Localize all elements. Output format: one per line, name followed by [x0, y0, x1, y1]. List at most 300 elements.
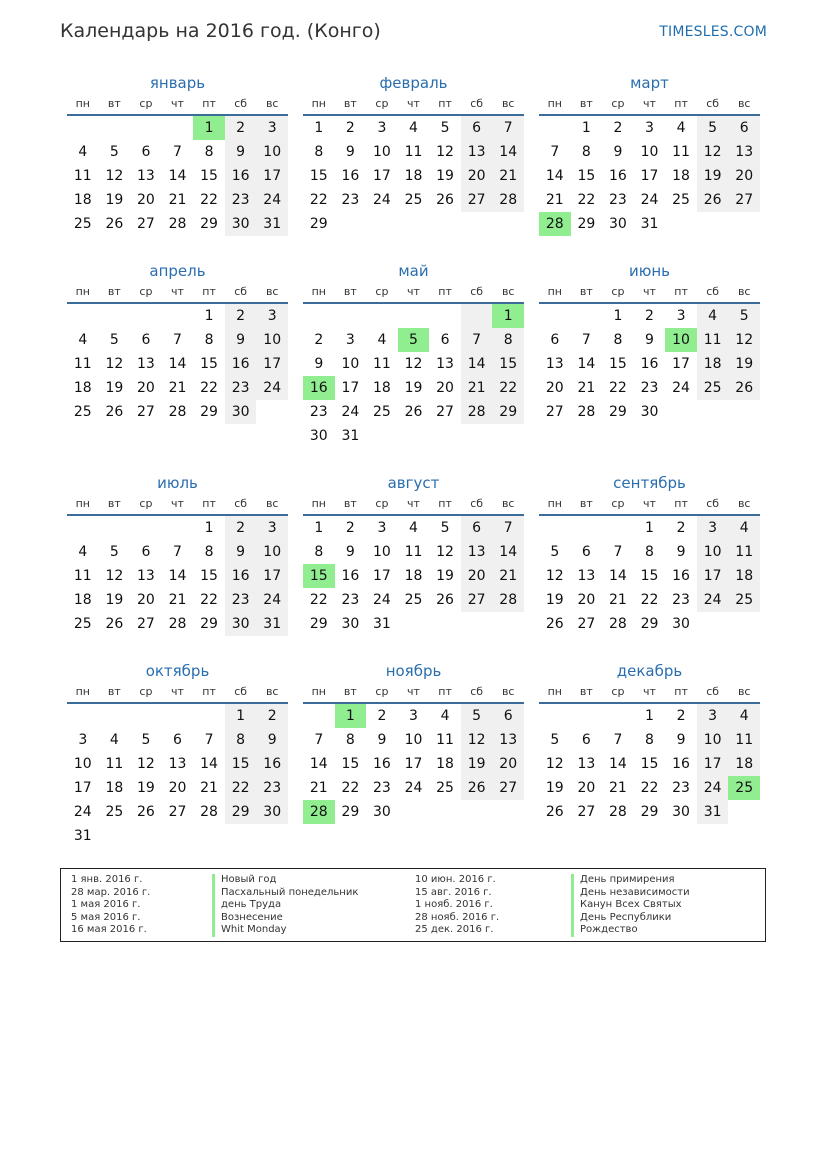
- day-cell[interactable]: 19: [436, 568, 454, 584]
- day-cell[interactable]: 10: [341, 356, 360, 372]
- day-cell[interactable]: 22: [200, 592, 218, 608]
- day-cell[interactable]: 16: [373, 756, 391, 772]
- day-cell[interactable]: 2: [225, 116, 257, 140]
- day-cell[interactable]: 15: [200, 356, 218, 372]
- day-cell[interactable]: 20: [728, 164, 760, 188]
- holiday-day[interactable]: 10: [665, 328, 697, 352]
- day-cell[interactable]: 20: [577, 592, 596, 608]
- day-cell[interactable]: 12: [436, 544, 454, 560]
- holiday-day[interactable]: 5: [398, 328, 430, 352]
- day-cell[interactable]: 26: [461, 776, 493, 800]
- day-cell[interactable]: 5: [141, 732, 151, 748]
- day-cell[interactable]: 13: [137, 356, 155, 372]
- day-cell[interactable]: 31: [697, 800, 729, 824]
- day-cell[interactable]: 20: [436, 380, 454, 396]
- day-cell[interactable]: 10: [404, 732, 423, 748]
- day-cell[interactable]: 8: [225, 728, 257, 752]
- day-cell[interactable]: 29: [609, 404, 627, 420]
- day-cell[interactable]: 28: [609, 616, 627, 632]
- day-cell[interactable]: 6: [728, 116, 760, 140]
- day-cell[interactable]: 14: [309, 756, 328, 772]
- day-cell[interactable]: 15: [609, 356, 627, 372]
- day-cell[interactable]: 6: [461, 516, 493, 540]
- day-cell[interactable]: 28: [609, 804, 627, 820]
- day-cell[interactable]: 30: [341, 616, 360, 632]
- day-cell[interactable]: 8: [204, 332, 214, 348]
- day-cell[interactable]: 19: [728, 352, 760, 376]
- holiday-day[interactable]: 15: [303, 564, 335, 588]
- day-cell[interactable]: 6: [461, 116, 493, 140]
- day-cell[interactable]: 21: [545, 192, 564, 208]
- day-cell[interactable]: 8: [492, 328, 524, 352]
- day-cell[interactable]: 18: [105, 780, 124, 796]
- day-cell[interactable]: 26: [545, 804, 564, 820]
- day-cell[interactable]: 15: [309, 168, 328, 184]
- day-cell[interactable]: 7: [461, 328, 493, 352]
- day-cell[interactable]: 13: [137, 568, 155, 584]
- day-cell[interactable]: 15: [577, 168, 596, 184]
- day-cell[interactable]: 15: [492, 352, 524, 376]
- day-cell[interactable]: 4: [409, 120, 418, 136]
- day-cell[interactable]: 3: [345, 332, 355, 348]
- day-cell[interactable]: 26: [137, 804, 155, 820]
- holiday-day[interactable]: 16: [303, 376, 335, 400]
- holiday-day[interactable]: 1: [193, 116, 225, 140]
- day-cell[interactable]: 5: [550, 732, 560, 748]
- day-cell[interactable]: 16: [672, 568, 690, 584]
- day-cell[interactable]: 22: [492, 376, 524, 400]
- day-cell[interactable]: 25: [697, 376, 729, 400]
- day-cell[interactable]: 31: [341, 428, 360, 444]
- day-cell[interactable]: 29: [640, 804, 659, 820]
- day-cell[interactable]: 19: [461, 752, 493, 776]
- day-cell[interactable]: 17: [256, 564, 288, 588]
- day-cell[interactable]: 23: [341, 592, 360, 608]
- day-cell[interactable]: 18: [436, 756, 454, 772]
- day-cell[interactable]: 15: [200, 568, 218, 584]
- day-cell[interactable]: 19: [436, 168, 454, 184]
- day-cell[interactable]: 21: [577, 380, 596, 396]
- day-cell[interactable]: 11: [373, 356, 391, 372]
- day-cell[interactable]: 7: [173, 332, 182, 348]
- day-cell[interactable]: 21: [168, 380, 187, 396]
- day-cell[interactable]: 3: [78, 732, 88, 748]
- day-cell[interactable]: 5: [109, 144, 119, 160]
- day-cell[interactable]: 19: [545, 780, 564, 796]
- day-cell[interactable]: 18: [73, 192, 92, 208]
- day-cell[interactable]: 19: [105, 592, 124, 608]
- day-cell[interactable]: 20: [137, 192, 155, 208]
- holiday-day[interactable]: 1: [492, 304, 524, 328]
- day-cell[interactable]: 5: [728, 304, 760, 328]
- day-cell[interactable]: 25: [404, 192, 423, 208]
- day-cell[interactable]: 3: [409, 708, 418, 724]
- day-cell[interactable]: 27: [461, 588, 493, 612]
- day-cell[interactable]: 31: [256, 212, 288, 236]
- day-cell[interactable]: 20: [492, 752, 524, 776]
- day-cell[interactable]: 21: [609, 780, 627, 796]
- day-cell[interactable]: 25: [73, 404, 92, 420]
- day-cell[interactable]: 4: [728, 704, 760, 728]
- day-cell[interactable]: 18: [373, 380, 391, 396]
- day-cell[interactable]: 26: [728, 376, 760, 400]
- day-cell[interactable]: 23: [225, 188, 257, 212]
- day-cell[interactable]: 18: [404, 568, 423, 584]
- day-cell[interactable]: 29: [225, 800, 257, 824]
- day-cell[interactable]: 26: [105, 616, 124, 632]
- day-cell[interactable]: 9: [377, 732, 387, 748]
- day-cell[interactable]: 4: [409, 520, 418, 536]
- day-cell[interactable]: 24: [640, 192, 659, 208]
- day-cell[interactable]: 1: [314, 120, 324, 136]
- day-cell[interactable]: 6: [141, 544, 151, 560]
- day-cell[interactable]: 29: [200, 616, 218, 632]
- day-cell[interactable]: 15: [225, 752, 257, 776]
- day-cell[interactable]: 5: [440, 120, 450, 136]
- day-cell[interactable]: 30: [640, 404, 659, 420]
- day-cell[interactable]: 24: [373, 592, 391, 608]
- day-cell[interactable]: 28: [492, 588, 524, 612]
- day-cell[interactable]: 18: [73, 592, 92, 608]
- day-cell[interactable]: 9: [225, 540, 257, 564]
- day-cell[interactable]: 2: [645, 308, 654, 324]
- day-cell[interactable]: 24: [672, 380, 690, 396]
- day-cell[interactable]: 22: [341, 780, 360, 796]
- day-cell[interactable]: 22: [200, 192, 218, 208]
- day-cell[interactable]: 9: [225, 328, 257, 352]
- day-cell[interactable]: 21: [200, 780, 218, 796]
- day-cell[interactable]: 14: [168, 168, 187, 184]
- day-cell[interactable]: 7: [613, 544, 623, 560]
- day-cell[interactable]: 29: [309, 216, 328, 232]
- day-cell[interactable]: 10: [373, 144, 391, 160]
- day-cell[interactable]: 16: [640, 356, 659, 372]
- day-cell[interactable]: 7: [173, 544, 182, 560]
- day-cell[interactable]: 9: [314, 356, 324, 372]
- day-cell[interactable]: 31: [256, 612, 288, 636]
- day-cell[interactable]: 24: [256, 188, 288, 212]
- day-cell[interactable]: 6: [173, 732, 182, 748]
- day-cell[interactable]: 15: [341, 756, 360, 772]
- day-cell[interactable]: 3: [697, 516, 729, 540]
- day-cell[interactable]: 21: [168, 192, 187, 208]
- day-cell[interactable]: 8: [314, 144, 324, 160]
- day-cell[interactable]: 27: [545, 404, 564, 420]
- day-cell[interactable]: 10: [256, 140, 288, 164]
- day-cell[interactable]: 7: [613, 732, 623, 748]
- day-cell[interactable]: 12: [545, 568, 564, 584]
- holiday-day[interactable]: 1: [335, 704, 367, 728]
- day-cell[interactable]: 27: [577, 616, 596, 632]
- day-cell[interactable]: 8: [645, 732, 654, 748]
- day-cell[interactable]: 25: [73, 616, 92, 632]
- day-cell[interactable]: 5: [697, 116, 729, 140]
- day-cell[interactable]: 12: [728, 328, 760, 352]
- day-cell[interactable]: 30: [225, 212, 257, 236]
- day-cell[interactable]: 18: [404, 168, 423, 184]
- day-cell[interactable]: 20: [577, 780, 596, 796]
- day-cell[interactable]: 30: [225, 400, 257, 424]
- day-cell[interactable]: 1: [613, 308, 623, 324]
- day-cell[interactable]: 10: [373, 544, 391, 560]
- day-cell[interactable]: 30: [256, 800, 288, 824]
- day-cell[interactable]: 8: [204, 144, 214, 160]
- day-cell[interactable]: 17: [256, 352, 288, 376]
- day-cell[interactable]: 29: [577, 216, 596, 232]
- day-cell[interactable]: 5: [109, 332, 119, 348]
- day-cell[interactable]: 18: [728, 752, 760, 776]
- day-cell[interactable]: 19: [697, 164, 729, 188]
- day-cell[interactable]: 5: [461, 704, 493, 728]
- day-cell[interactable]: 13: [137, 168, 155, 184]
- day-cell[interactable]: 8: [581, 144, 591, 160]
- day-cell[interactable]: 17: [256, 164, 288, 188]
- day-cell[interactable]: 30: [373, 804, 391, 820]
- day-cell[interactable]: 28: [461, 400, 493, 424]
- day-cell[interactable]: 13: [728, 140, 760, 164]
- day-cell[interactable]: 11: [404, 544, 423, 560]
- day-cell[interactable]: 2: [345, 120, 355, 136]
- day-cell[interactable]: 22: [640, 592, 659, 608]
- day-cell[interactable]: 2: [225, 516, 257, 540]
- day-cell[interactable]: 4: [676, 120, 686, 136]
- day-cell[interactable]: 10: [697, 540, 729, 564]
- day-cell[interactable]: 31: [73, 828, 92, 844]
- day-cell[interactable]: 12: [436, 144, 454, 160]
- day-cell[interactable]: 23: [609, 192, 627, 208]
- day-cell[interactable]: 16: [341, 168, 360, 184]
- day-cell[interactable]: 21: [492, 564, 524, 588]
- day-cell[interactable]: 11: [728, 728, 760, 752]
- day-cell[interactable]: 27: [492, 776, 524, 800]
- day-cell[interactable]: 24: [341, 404, 360, 420]
- day-cell[interactable]: 7: [581, 332, 591, 348]
- day-cell[interactable]: 5: [550, 544, 560, 560]
- day-cell[interactable]: 11: [436, 732, 454, 748]
- day-cell[interactable]: 10: [256, 540, 288, 564]
- day-cell[interactable]: 17: [672, 356, 690, 372]
- day-cell[interactable]: 3: [256, 516, 288, 540]
- day-cell[interactable]: 2: [377, 708, 387, 724]
- day-cell[interactable]: 22: [309, 192, 328, 208]
- day-cell[interactable]: 9: [613, 144, 623, 160]
- day-cell[interactable]: 10: [697, 728, 729, 752]
- day-cell[interactable]: 23: [309, 404, 328, 420]
- day-cell[interactable]: 24: [256, 588, 288, 612]
- day-cell[interactable]: 13: [492, 728, 524, 752]
- day-cell[interactable]: 27: [137, 616, 155, 632]
- day-cell[interactable]: 1: [581, 120, 591, 136]
- day-cell[interactable]: 29: [309, 616, 328, 632]
- day-cell[interactable]: 11: [73, 168, 92, 184]
- day-cell[interactable]: 27: [137, 404, 155, 420]
- day-cell[interactable]: 16: [225, 564, 257, 588]
- day-cell[interactable]: 22: [609, 380, 627, 396]
- day-cell[interactable]: 26: [697, 188, 729, 212]
- day-cell[interactable]: 1: [204, 308, 214, 324]
- day-cell[interactable]: 30: [672, 616, 690, 632]
- day-cell[interactable]: 19: [545, 592, 564, 608]
- day-cell[interactable]: 22: [200, 380, 218, 396]
- day-cell[interactable]: 18: [728, 564, 760, 588]
- day-cell[interactable]: 9: [676, 544, 686, 560]
- day-cell[interactable]: 4: [78, 544, 88, 560]
- day-cell[interactable]: 3: [676, 308, 686, 324]
- day-cell[interactable]: 31: [373, 616, 391, 632]
- day-cell[interactable]: 20: [545, 380, 564, 396]
- day-cell[interactable]: 4: [109, 732, 119, 748]
- day-cell[interactable]: 14: [168, 568, 187, 584]
- day-cell[interactable]: 17: [341, 380, 360, 396]
- day-cell[interactable]: 22: [225, 776, 257, 800]
- day-cell[interactable]: 23: [225, 376, 257, 400]
- day-cell[interactable]: 6: [550, 332, 560, 348]
- day-cell[interactable]: 21: [609, 592, 627, 608]
- day-cell[interactable]: 24: [373, 192, 391, 208]
- day-cell[interactable]: 14: [200, 756, 218, 772]
- day-cell[interactable]: 28: [577, 404, 596, 420]
- day-cell[interactable]: 2: [225, 304, 257, 328]
- day-cell[interactable]: 28: [168, 404, 187, 420]
- day-cell[interactable]: 18: [697, 352, 729, 376]
- day-cell[interactable]: 29: [640, 616, 659, 632]
- day-cell[interactable]: 23: [373, 780, 391, 796]
- day-cell[interactable]: 25: [672, 192, 690, 208]
- day-cell[interactable]: 19: [137, 780, 155, 796]
- day-cell[interactable]: 26: [545, 616, 564, 632]
- day-cell[interactable]: 28: [200, 804, 218, 820]
- day-cell[interactable]: 7: [492, 516, 524, 540]
- day-cell[interactable]: 10: [640, 144, 659, 160]
- day-cell[interactable]: 30: [225, 612, 257, 636]
- day-cell[interactable]: 23: [341, 192, 360, 208]
- day-cell[interactable]: 3: [256, 304, 288, 328]
- day-cell[interactable]: 18: [73, 380, 92, 396]
- day-cell[interactable]: 20: [137, 592, 155, 608]
- day-cell[interactable]: 19: [404, 380, 423, 396]
- day-cell[interactable]: 28: [492, 188, 524, 212]
- day-cell[interactable]: 10: [73, 756, 92, 772]
- day-cell[interactable]: 1: [204, 520, 214, 536]
- day-cell[interactable]: 7: [314, 732, 324, 748]
- day-cell[interactable]: 6: [141, 144, 151, 160]
- day-cell[interactable]: 10: [256, 328, 288, 352]
- holiday-day[interactable]: 25: [728, 776, 760, 800]
- day-cell[interactable]: 6: [141, 332, 151, 348]
- day-cell[interactable]: 7: [204, 732, 214, 748]
- day-cell[interactable]: 12: [105, 356, 124, 372]
- day-cell[interactable]: 27: [436, 404, 454, 420]
- day-cell[interactable]: 23: [672, 592, 690, 608]
- day-cell[interactable]: 1: [225, 704, 257, 728]
- day-cell[interactable]: 16: [225, 352, 257, 376]
- day-cell[interactable]: 21: [168, 592, 187, 608]
- day-cell[interactable]: 25: [105, 804, 124, 820]
- day-cell[interactable]: 25: [373, 404, 391, 420]
- day-cell[interactable]: 14: [492, 540, 524, 564]
- day-cell[interactable]: 23: [640, 380, 659, 396]
- site-link[interactable]: TIMESLES.COM: [659, 24, 767, 40]
- day-cell[interactable]: 17: [640, 168, 659, 184]
- day-cell[interactable]: 12: [404, 356, 423, 372]
- day-cell[interactable]: 3: [697, 704, 729, 728]
- day-cell[interactable]: 26: [436, 592, 454, 608]
- day-cell[interactable]: 14: [461, 352, 493, 376]
- day-cell[interactable]: 13: [168, 756, 187, 772]
- day-cell[interactable]: 20: [461, 164, 493, 188]
- day-cell[interactable]: 17: [404, 756, 423, 772]
- day-cell[interactable]: 25: [728, 588, 760, 612]
- day-cell[interactable]: 24: [256, 376, 288, 400]
- day-cell[interactable]: 22: [309, 592, 328, 608]
- day-cell[interactable]: 22: [577, 192, 596, 208]
- day-cell[interactable]: 1: [645, 708, 654, 724]
- day-cell[interactable]: 3: [377, 120, 387, 136]
- day-cell[interactable]: 7: [550, 144, 560, 160]
- day-cell[interactable]: 26: [436, 192, 454, 208]
- day-cell[interactable]: 13: [577, 756, 596, 772]
- day-cell[interactable]: 16: [672, 756, 690, 772]
- day-cell[interactable]: 4: [440, 708, 450, 724]
- day-cell[interactable]: 8: [345, 732, 355, 748]
- day-cell[interactable]: 7: [173, 144, 182, 160]
- day-cell[interactable]: 13: [461, 140, 493, 164]
- day-cell[interactable]: 23: [256, 776, 288, 800]
- day-cell[interactable]: 20: [461, 564, 493, 588]
- day-cell[interactable]: 2: [676, 708, 686, 724]
- day-cell[interactable]: 8: [613, 332, 623, 348]
- day-cell[interactable]: 15: [640, 756, 659, 772]
- day-cell[interactable]: 26: [105, 404, 124, 420]
- day-cell[interactable]: 13: [545, 356, 564, 372]
- day-cell[interactable]: 7: [492, 116, 524, 140]
- holiday-day[interactable]: 28: [539, 212, 571, 236]
- day-cell[interactable]: 4: [377, 332, 387, 348]
- day-cell[interactable]: 8: [204, 544, 214, 560]
- day-cell[interactable]: 17: [697, 752, 729, 776]
- day-cell[interactable]: 11: [404, 144, 423, 160]
- day-cell[interactable]: 2: [256, 704, 288, 728]
- day-cell[interactable]: 4: [697, 304, 729, 328]
- day-cell[interactable]: 12: [461, 728, 493, 752]
- day-cell[interactable]: 9: [645, 332, 654, 348]
- day-cell[interactable]: 21: [492, 164, 524, 188]
- day-cell[interactable]: 29: [492, 400, 524, 424]
- day-cell[interactable]: 26: [404, 404, 423, 420]
- day-cell[interactable]: 3: [645, 120, 654, 136]
- day-cell[interactable]: 6: [440, 332, 450, 348]
- day-cell[interactable]: 17: [373, 568, 391, 584]
- day-cell[interactable]: 14: [545, 168, 564, 184]
- day-cell[interactable]: 12: [697, 140, 729, 164]
- day-cell[interactable]: 24: [404, 780, 423, 796]
- day-cell[interactable]: 21: [461, 376, 493, 400]
- day-cell[interactable]: 11: [672, 144, 690, 160]
- day-cell[interactable]: 25: [73, 216, 92, 232]
- day-cell[interactable]: 24: [73, 804, 92, 820]
- day-cell[interactable]: 2: [676, 520, 686, 536]
- day-cell[interactable]: 1: [645, 520, 654, 536]
- day-cell[interactable]: 16: [609, 168, 627, 184]
- day-cell[interactable]: 4: [728, 516, 760, 540]
- day-cell[interactable]: 27: [168, 804, 187, 820]
- day-cell[interactable]: 27: [461, 188, 493, 212]
- day-cell[interactable]: 4: [78, 144, 88, 160]
- day-cell[interactable]: 30: [672, 804, 690, 820]
- day-cell[interactable]: 23: [225, 588, 257, 612]
- day-cell[interactable]: 3: [377, 520, 387, 536]
- day-cell[interactable]: 27: [137, 216, 155, 232]
